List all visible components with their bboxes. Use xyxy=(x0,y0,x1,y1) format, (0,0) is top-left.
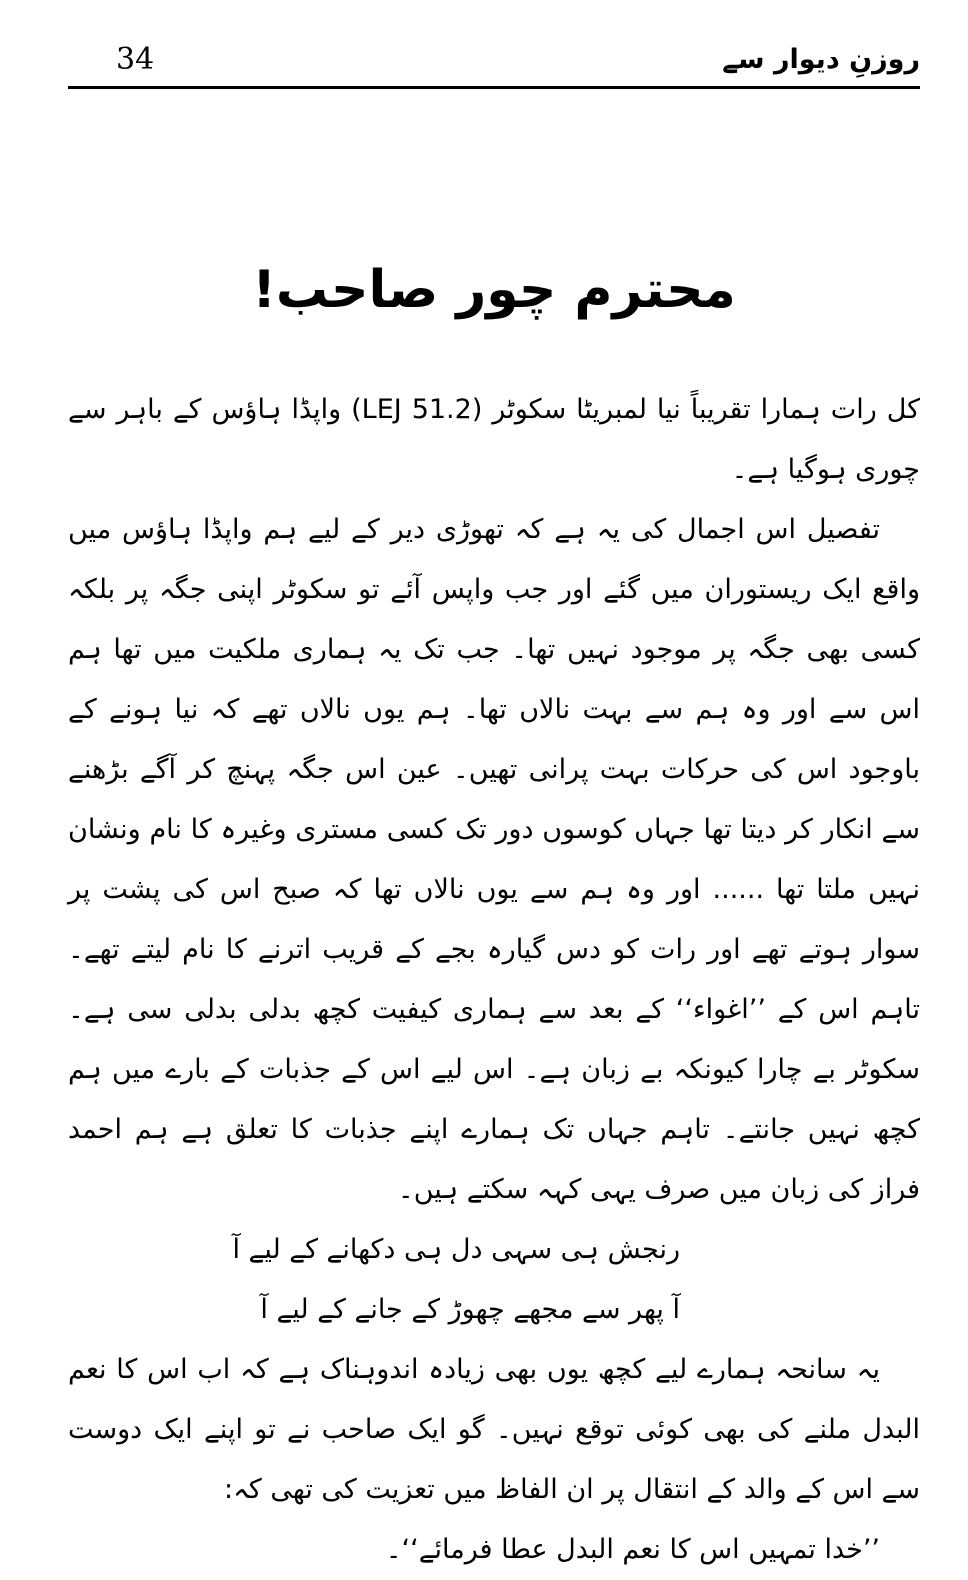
page-number: 34 xyxy=(116,42,155,77)
paragraph-details: تفصیل اس اجمال کی یہ ہے کہ تھوڑی دیر کے لیے ہم واپڈا ہاؤس میں واقع ایک ریستوران میں گئے اور جب واپس آئے تو سکوٹر اپنی جگہ پر بلکہ کسی بھی جگہ پر موجود نہیں تھا۔ جب تک یہ ہماری ملکیت میں تھا ہم اس سے اور وہ ہم سے بہت نالاں تھا۔ ہم یوں نالاں تھے کہ نیا ہونے کے باوجود اس کی حرکات بہت پرانی تھیں۔ عین اس جگہ پہنچ کر آگے بڑھنے سے انکار کر دیتا تھا جہاں کوسوں دور تک کسی مستری وغیرہ کا نام ونشان نہیں ملتا تھا ...... اور وہ ہم سے یوں نالاں تھا کہ صبح اس کی پشت پر سوار ہوتے تھے اور رات کو دس گیارہ بجے کے قریب اترنے کا نام لیتے تھے۔ تاہم اس کے ’’اغواء‘‘ کے بعد سے ہماری کیفیت کچھ بدلی بدلی سی ہے۔ سکوٹر بے چارا کیونکہ بے زبان ہے۔ اس لیے اس کے جذبات کے بارے میں ہم کچھ نہیں جانتے۔ تاہم جہاں تک ہمارے اپنے جذبات کا تعلق ہے ہم احمد فراز کی زبان میں صرف یہی کہہ سکتے ہیں۔ xyxy=(68,514,920,1205)
quotation: ’’خدا تمہیں اس کا نعم البدل عطا فرمائے‘‘۔ xyxy=(385,1534,880,1565)
verse-line: آ پھر سے مجھے چھوڑ کے جانے کے لیے آ xyxy=(260,1294,680,1325)
running-head: روزنِ دیوار سے xyxy=(722,44,920,75)
verse-couplet xyxy=(68,1220,920,1340)
verse-line: رنجش ہی سہی دل ہی دکھانے کے لیے آ xyxy=(232,1234,680,1265)
page-header xyxy=(68,40,920,88)
chapter-title: محترم چور صاحب! xyxy=(252,260,736,320)
header-rule xyxy=(68,86,920,89)
paragraph-intro: کل رات ہمارا تقریباً نیا لمبریٹا سکوٹر (LEJ 51.2) واپڈا ہاؤس کے باہر سے چوری ہوگیا ہے۔ xyxy=(68,394,920,485)
paragraph-closing: یہ سانحہ ہمارے لیے کچھ یوں بھی زیادہ اندوہناک ہے کہ اب اس کا نعم البدل ملنے کی بھی کوئی توقع نہیں۔ گو ایک صاحب نے تو اپنے ایک دوست سے اس کے والد کے انتقال پر ان الفاظ میں تعزیت کی تھی کہ: xyxy=(68,1354,920,1505)
body-text xyxy=(68,380,920,1580)
